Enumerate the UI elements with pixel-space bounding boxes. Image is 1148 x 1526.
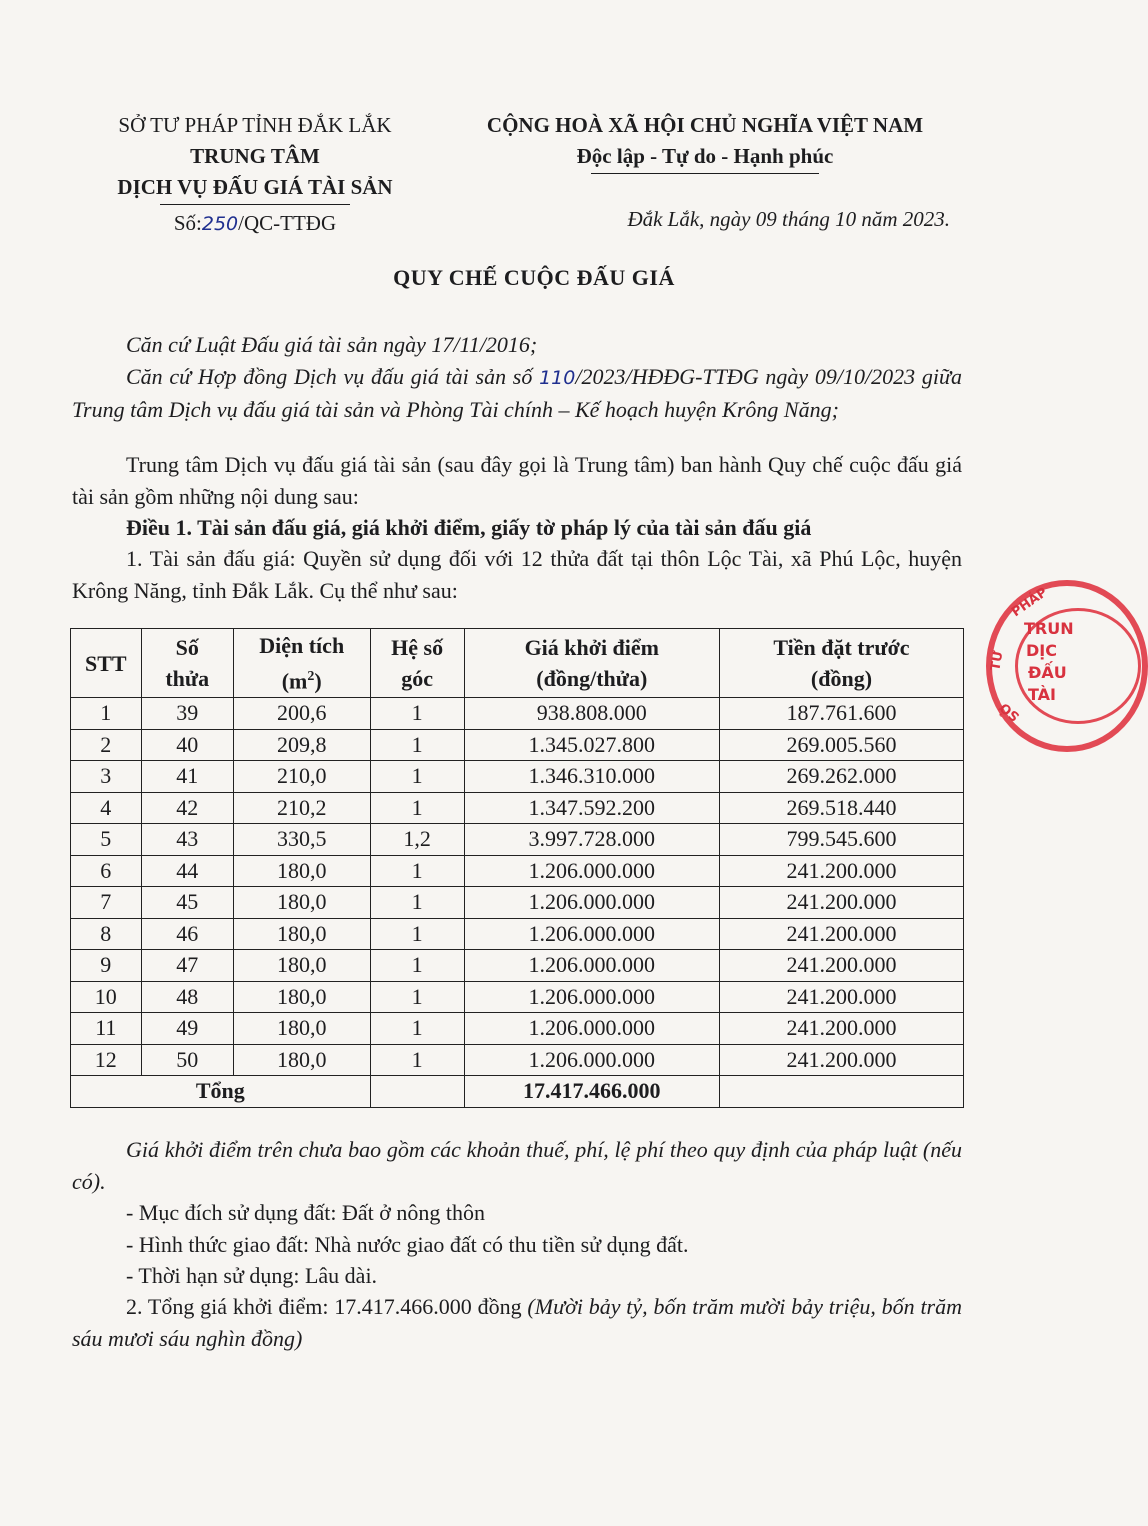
cell-gia: 938.808.000 — [464, 698, 719, 730]
article1-item2 — [72, 1291, 962, 1354]
table-row — [71, 981, 964, 1013]
cell-tien: 241.200.000 — [719, 981, 963, 1013]
cell-so-thua: 46 — [141, 918, 233, 950]
cell-he-so: 1,2 — [370, 824, 464, 856]
cell-dien-tich: 180,0 — [233, 1044, 370, 1076]
cell-gia: 1.345.027.800 — [464, 729, 719, 761]
agency-underline — [160, 204, 350, 205]
total-value: 17.417.466.000 — [464, 1076, 719, 1108]
cell-he-so: 1 — [370, 729, 464, 761]
agency-header — [70, 110, 440, 240]
cell-gia: 1.206.000.000 — [464, 950, 719, 982]
agency-parent: SỞ TƯ PHÁP TỈNH ĐẮK LẮK — [118, 113, 392, 137]
cell-tien: 241.200.000 — [719, 918, 963, 950]
cell-gia: 1.206.000.000 — [464, 981, 719, 1013]
basis-line2-start: Căn cứ Hợp đồng Dịch vụ đấu giá tài sản số — [126, 363, 540, 389]
bullet-list — [72, 1197, 962, 1292]
cell-dien-tich: 180,0 — [233, 918, 370, 950]
cell-stt: 12 — [71, 1044, 142, 1076]
table-row — [71, 698, 964, 730]
seal-line3: ĐẤU — [1028, 663, 1067, 682]
seal-ring-text: PHÁP — [1009, 584, 1051, 621]
cell-dien-tich: 180,0 — [233, 950, 370, 982]
cell-gia: 1.346.310.000 — [464, 761, 719, 793]
col-header-stt: STT — [71, 629, 142, 698]
number-suffix: /QC-TTĐG — [238, 211, 337, 235]
cell-dien-tich: 209,8 — [233, 729, 370, 761]
cell-so-thua: 39 — [141, 698, 233, 730]
cell-gia: 1.347.592.200 — [464, 792, 719, 824]
document-title: QUY CHẾ CUỘC ĐẤU GIÁ — [393, 265, 675, 290]
cell-stt: 8 — [71, 918, 142, 950]
cell-dien-tich: 180,0 — [233, 855, 370, 887]
cell-tien: 241.200.000 — [719, 887, 963, 919]
article1-heading — [72, 512, 972, 544]
cell-he-so: 1 — [370, 698, 464, 730]
cell-so-thua: 45 — [141, 887, 233, 919]
number-handwritten: 250 — [201, 213, 239, 235]
document-date: Đắk Lắk, ngày 09 tháng 10 năm 2023. — [627, 207, 950, 231]
cell-stt: 9 — [71, 950, 142, 982]
seal-line4: TÀI — [1028, 685, 1057, 704]
cell-gia: 1.206.000.000 — [464, 918, 719, 950]
cell-gia: 1.206.000.000 — [464, 1013, 719, 1045]
cell-tien: 269.518.440 — [719, 792, 963, 824]
cell-tien: 241.200.000 — [719, 1013, 963, 1045]
cell-dien-tich: 210,2 — [233, 792, 370, 824]
cell-he-so: 1 — [370, 855, 464, 887]
cell-tien: 187.761.600 — [719, 698, 963, 730]
cell-so-thua: 41 — [141, 761, 233, 793]
table-row — [71, 950, 964, 982]
cell-so-thua: 44 — [141, 855, 233, 887]
cell-stt: 5 — [71, 824, 142, 856]
agency-name-line2: DỊCH VỤ ĐẤU GIÁ TÀI SẢN — [117, 175, 393, 199]
cell-tien: 269.262.000 — [719, 761, 963, 793]
seal-ring-text-left: TƯ — [988, 649, 1007, 672]
cell-he-so: 1 — [370, 761, 464, 793]
total-empty-cell-2 — [719, 1076, 963, 1108]
basis-line1: Căn cứ Luật Đấu giá tài sản ngày 17/11/2016; — [126, 332, 538, 357]
table-row — [71, 855, 964, 887]
cell-so-thua: 40 — [141, 729, 233, 761]
list-item: - Mục đích sử dụng đất: Đất ở nông thôn — [126, 1200, 486, 1225]
national-header — [440, 110, 970, 174]
basis-line2-end: /2023/HĐĐG-TTĐG ngày 09/10/2023 giữa Trung tâm Dịch vụ đấu giá tài sản và Phòng Tài chính – Kế hoạch huyện Krông Năng; — [72, 363, 962, 422]
item2-text: 2. Tổng giá khởi điểm: 17.417.466.000 đồng — [126, 1294, 528, 1319]
cell-tien: 241.200.000 — [719, 855, 963, 887]
cell-stt: 11 — [71, 1013, 142, 1045]
country-name: CỘNG HOÀ XÃ HỘI CHỦ NGHĨA VIỆT NAM — [486, 113, 924, 137]
cell-gia: 1.206.000.000 — [464, 887, 719, 919]
cell-so-thua: 43 — [141, 824, 233, 856]
cell-stt: 6 — [71, 855, 142, 887]
basis-paragraph — [72, 329, 962, 426]
cell-dien-tich: 180,0 — [233, 1013, 370, 1045]
list-item: - Thời hạn sử dụng: Lâu dài. — [126, 1263, 378, 1288]
cell-he-so: 1 — [370, 950, 464, 982]
cell-dien-tich: 180,0 — [233, 887, 370, 919]
number-prefix: Số: — [173, 211, 202, 235]
cell-stt: 3 — [71, 761, 142, 793]
list-item: - Hình thức giao đất: Nhà nước giao đất có thu tiền sử dụng đất. — [126, 1231, 689, 1257]
cell-he-so: 1 — [370, 1044, 464, 1076]
total-label: Tổng — [71, 1076, 371, 1108]
table-header-row — [71, 629, 964, 698]
seal-ring-text-bottom: SỞ — [997, 698, 1023, 724]
cell-stt: 2 — [71, 729, 142, 761]
item2-words: (Mười bảy tỷ, bốn trăm mười bảy triệu, bốn trăm sáu mươi sáu nghìn đồng) — [72, 1294, 963, 1351]
note-text: Giá khởi điểm trên chưa bao gồm các khoản thuế, phí, lệ phí theo quy định của pháp luật (nếu có). — [72, 1137, 962, 1194]
cell-dien-tich: 330,5 — [233, 824, 370, 856]
motto-underline — [591, 173, 819, 174]
cell-gia: 1.206.000.000 — [464, 855, 719, 887]
table-body — [71, 698, 964, 1076]
document-number — [70, 208, 440, 240]
cell-tien: 241.200.000 — [719, 950, 963, 982]
table-row — [71, 887, 964, 919]
cell-he-so: 1 — [370, 887, 464, 919]
col-header-so-thua: Số thửa — [141, 629, 233, 698]
table-row — [71, 729, 964, 761]
col-header-he-so: Hệ số góc — [370, 629, 464, 698]
col-header-dien-tich: Diện tích $(m^2)$ — [233, 629, 370, 698]
cell-gia: 1.206.000.000 — [464, 1044, 719, 1076]
cell-tien: 241.200.000 — [719, 1044, 963, 1076]
table-row — [71, 761, 964, 793]
land-plot-table — [70, 628, 964, 1108]
total-empty-cell — [370, 1076, 464, 1108]
col-header-tien-dat-truoc: Tiền đặt trước (đồng) — [719, 629, 963, 698]
table-row — [71, 1044, 964, 1076]
cell-stt: 1 — [71, 698, 142, 730]
article1-item1 — [72, 543, 962, 606]
motto: Độc lập - Tự do - Hạnh phúc — [576, 144, 834, 168]
cell-stt: 10 — [71, 981, 142, 1013]
cell-so-thua: 50 — [141, 1044, 233, 1076]
table-row — [71, 792, 964, 824]
cell-dien-tich: 180,0 — [233, 981, 370, 1013]
note-paragraph — [72, 1134, 962, 1197]
cell-gia: 3.997.728.000 — [464, 824, 719, 856]
cell-so-thua: 47 — [141, 950, 233, 982]
agency-name-line1: TRUNG TÂM — [190, 144, 320, 168]
cell-he-so: 1 — [370, 792, 464, 824]
cell-so-thua: 42 — [141, 792, 233, 824]
cell-dien-tich: 200,6 — [233, 698, 370, 730]
table-total-row — [71, 1076, 964, 1108]
cell-so-thua: 48 — [141, 981, 233, 1013]
intro-paragraph — [72, 449, 962, 512]
cell-tien: 269.005.560 — [719, 729, 963, 761]
table-row — [71, 824, 964, 856]
seal-line1: TRUN — [1024, 619, 1074, 638]
cell-stt: 4 — [71, 792, 142, 824]
seal-line2: DỊC — [1026, 641, 1057, 660]
table-row — [71, 1013, 964, 1045]
col-header-gia-khoi-diem: Giá khởi điểm (đồng/thửa) — [464, 629, 719, 698]
cell-so-thua: 49 — [141, 1013, 233, 1045]
article1-item1-text: 1. Tài sản đấu giá: Quyền sử dụng đối với 12 thửa đất tại thôn Lộc Tài, xã Phú Lộc, huyện Krông Năng, tỉnh Đắk Lắk. Cụ thể như sau: — [72, 546, 962, 603]
cell-he-so: 1 — [370, 981, 464, 1013]
intro-text: Trung tâm Dịch vụ đấu giá tài sản (sau đây gọi là Trung tâm) ban hành Quy chế cuộc đấu giá tài sản gồm những nội dung sau: — [72, 452, 962, 509]
cell-dien-tich: 210,0 — [233, 761, 370, 793]
cell-stt: 7 — [71, 887, 142, 919]
cell-he-so: 1 — [370, 918, 464, 950]
cell-tien: 799.545.600 — [719, 824, 963, 856]
contract-number-handwritten: 110 — [539, 366, 576, 389]
article1-heading-text: Điều 1. Tài sản đấu giá, giá khởi điểm, giấy tờ pháp lý của tài sản đấu giá — [126, 515, 812, 540]
table-row — [71, 918, 964, 950]
cell-he-so: 1 — [370, 1013, 464, 1045]
